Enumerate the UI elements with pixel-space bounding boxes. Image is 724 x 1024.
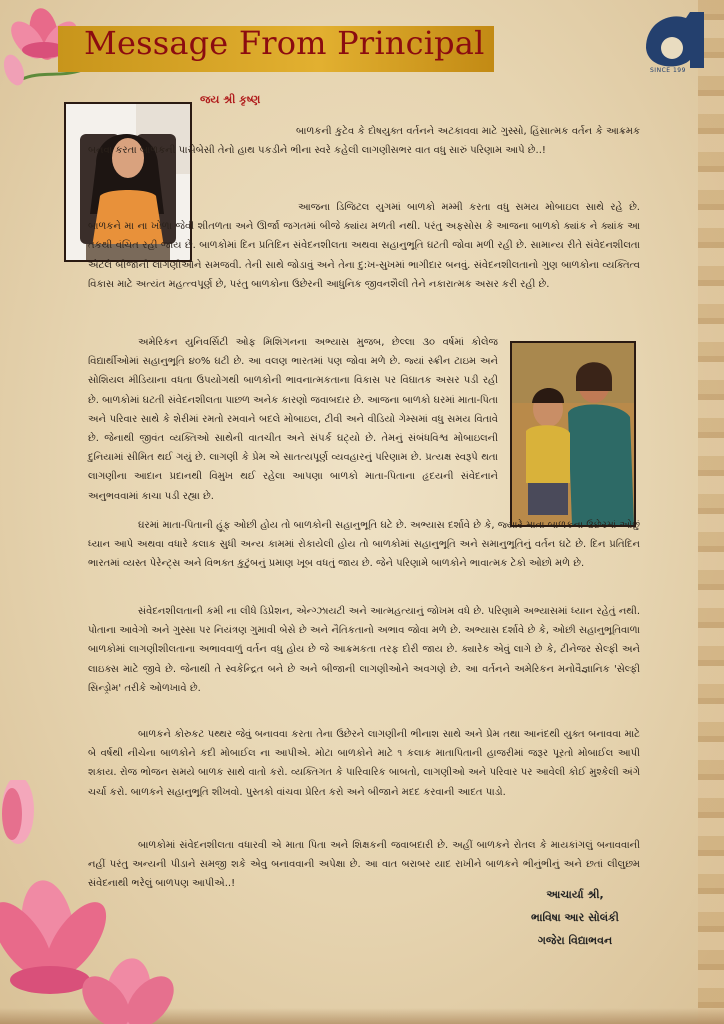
- paragraph-7: બાળકોમાં સંવેદનશીલતા વધારવી એ માતા પિતા અને શિક્ષકની જવાબદારી છે. અહીં બાળકને રોતલ કે માયકાંગલું બનાવવાની નહીં પરંતુ અન્યની પીડાને સમજી શકે એવુ બનાવવાની અપેક્ષા છે. આ વાત બરાબર યાદ રાખીને બાળકને ભીનુંભીનું અને છતાં લીલુછમ સંવેદનાથી ભરેલું બાળપણ આપીએ..!: [88, 840, 640, 890]
- paragraph-1: બાળકની કુટેવ કે દોષયુક્ત વર્તનને અટકાવવા માટે ગુસ્સો, હિંસાત્મક વર્તન કે આક્રમક બનવા કરતા બાળકની પાસેબેસી તેનો હાથ પકડીને ભીના સ્વરે કહેલી લાગણીસભર વાત વધુ સારું પરિણામ આપે છે..!: [88, 126, 640, 157]
- paragraph-5: સંવેદનશીલતાની કમી ના લીધે ડિપ્રેશન, એન્ગ્ઝાયટી અને આત્મહત્યાનું જોખમ વધે છે. પરિણામે અભ્યાસમાં ધ્યાન રહેતું નથી. પોતાના આવેગો અને ગુસ્સા પર નિયંત્રણ ગુમાવી બેસે છે અને નૈતિકતાનો અભાવ જોવા મળે છે. અભ્યાસ દર્શાવે છે કે, ઓછી સહાનુભૂતિવાળા બાળકોમાં લાગણીશીલતાના અભાવવાળું વર્તન વધુ હોય છે જે આક્રમકતા તરફ દોરી જાય છે. ક્યારેક એવું લાગે છે કે, ટીનેજર સેલ્ફી અને લાઇક્સ માટે જીવે છે. જેનાથી તે સ્વકેન્દ્રિત બને છે અને બીજાની લાગણીઓને અવગણે છે. આ વર્તનને અમેરિકન મનોવૈજ્ઞાનિક 'સેલ્ફી સિન્ડ્રોમ' તરીકે ઓળખાવે છે.: [88, 606, 640, 694]
- school-logo-icon: [644, 8, 706, 70]
- torn-edge-right: [698, 0, 724, 1024]
- signature-school: ગજેરા વિદ્યાભવન: [537, 934, 613, 947]
- paragraph-4: ઘરમાં માતા-પિતાની હૂંફ ઓછી હોય તો બાળકોની સહાનુભૂતિ ઘટે છે. અભ્યાસ દર્શાવે છે કે, જ્યારે માતા બાળકના ઉછેરમાં ઓછું ધ્યાન આપે અથવા વધારે કલાક સુધી અન્ય કામમાં રોકાયેલી હોય તો બાળકોમાં સહાનુભૂતિ અને સમાનુભૂતિનું વર્તન ઘટે છે. દિન પ્રતિદિન ભારતમાં વ્યસ્ત પેરેન્ટ્સ અને વિભક્ત કુટુંબનું પ્રમાણ ખૂબ વધતું જાય છે. જેને પરિણામે બાળકોને ભાવાત્મક ટેકો ઓછો મળે છે.: [88, 520, 640, 570]
- paragraph-6: બાળકને કોરુકટ પથ્થર જેવું બનાવવા કરતા તેના ઉછેરને લાગણીની ભીનાશ સાથે અને પ્રેમ તથા આનંદથી યુક્ત બનાવવા માટે બે વર્ષથી નીચેના બાળકોને કદી મોબાઈલ ના આપીએ. મોટા બાળકોને માટે ૧ કલાક માતાપિતાની હાજરીમાં જરૂર પૂરતો મોબાઈલ આપી શકાય. રોજ ભોજન સમયે બાળક સાથે વાતો કરો. વ્યક્તિગત કે પારિવારિક બાબતો, લાગણીઓ અને પરિવાર પર આવેલી કોઈ મુશ્કેલી અંગે ચર્ચા કરો. બાળકને સહાનુભૂતિ શીખવો. પુસ્તકો વાંચવા પ્રેરિત કરો અને બીજાને મદદ કરવાની આદત પાડો.: [88, 729, 640, 798]
- signature-role: આચાર્યા શ્રી,: [546, 888, 604, 901]
- lotus-cluster-icon: [0, 780, 210, 1024]
- mother-child-photo: [510, 341, 636, 527]
- greeting: જય શ્રી કૃષ્ણ: [200, 93, 261, 106]
- page-title: Message From Principal: [84, 24, 485, 62]
- paragraph-2: આજના ડિજિટલ યુગમાં બાળકો મમ્મી કરતા વધુ સમય મોબાઇલ સાથે રહે છે. બાળકને મા ના ખોળા જેવી શીતળતા અને ઊર્જા જગતમાં બીજે ક્યાંય મળતી નથી. પરંતુ અફસોસ કે આજના બાળકો ક્યાંક ને ક્યાંક આ તકથી વંચિત રહી જાય છે. બાળકોમાં દિન પ્રતિદિન સંવેદનશીલતા અથવા સહાનુભૂતિ ઘટતી જોવા મળી રહી છે. સામાન્ય રીતે સંવેદનશીલતા એટલે બીજાની લાગણીઓને સમજવી. તેની સાથે જોડાવું અને તેના દુ:ખ-સુખમાં ભાગીદાર બનવું. સંવેદનશીલતાનો ગુણ બાળકોના વ્યક્તિત્વ વિકાસ માટે અત્યંત મહત્ત્વપૂર્ણ છે, પરંતુ બાળકોના ઉછેરની આધુનિક જીવનશૈલી તેને નકારાત્મક અસર કરી રહી છે.: [88, 202, 640, 290]
- signature-name: ભાવિષા આર સોલંકી: [531, 911, 619, 924]
- logo-caption: SINCE 199: [650, 67, 686, 74]
- paragraph-3: અમેરિકન યુનિવર્સિટી ઓફ મિશિગનના અભ્યાસ મુજબ, છેલ્લા ૩૦ વર્ષમાં કોલેજ વિદ્યાર્થીઓમાં સહાનુભૂતિ ૪૦% ઘટી છે. આ વલણ ભારતમાં પણ જોવા મળે છે. જ્યાં સ્ક્રીન ટાઇમ અને સોશિયલ મીડિયાના વધતા ઉપયોગથી બાળકોની ભાવનાત્મકતાના વિકાસ પર વિઘાતક અસર પડી રહી છે. બાળકોમાં ઘટતી સંવેદનશીલતા પાછળ અનેક કારણો જવાબદાર છે. આજના બાળકો ઘરમાં માતા-પિતા અને પરિવાર સાથે કે શેરીમાં રમતો રમવાને બદલે મોબાઇલ, ટીવી અને વીડિયો ગેમ્સમાં વધુ સમય વિતાવે છે. જેનાથી જીવંત વ્યક્તિઓ સાથેની વાતચીત અને સંપર્ક ઘટ્યો છે. તેમનું સંબંધવિશ્વ મોબાઇલની દુનિયામાં સીમિત થઈ ગયું છે. લાગણી કે પ્રેમ એ સાતત્યપૂર્ણ વ્યવહારનું પરિણામ છે. પ્રત્યક્ષ સ્વરૂપે થતા લાગણીના આદાન પ્રદાનથી વિમુખ થઈ રહેલા આપણા બાળકો માતા-પિતાના હૃદયની સંવેદનાને અનુભવવામાં કાચા પડી રહ્યા છે.: [88, 337, 498, 502]
